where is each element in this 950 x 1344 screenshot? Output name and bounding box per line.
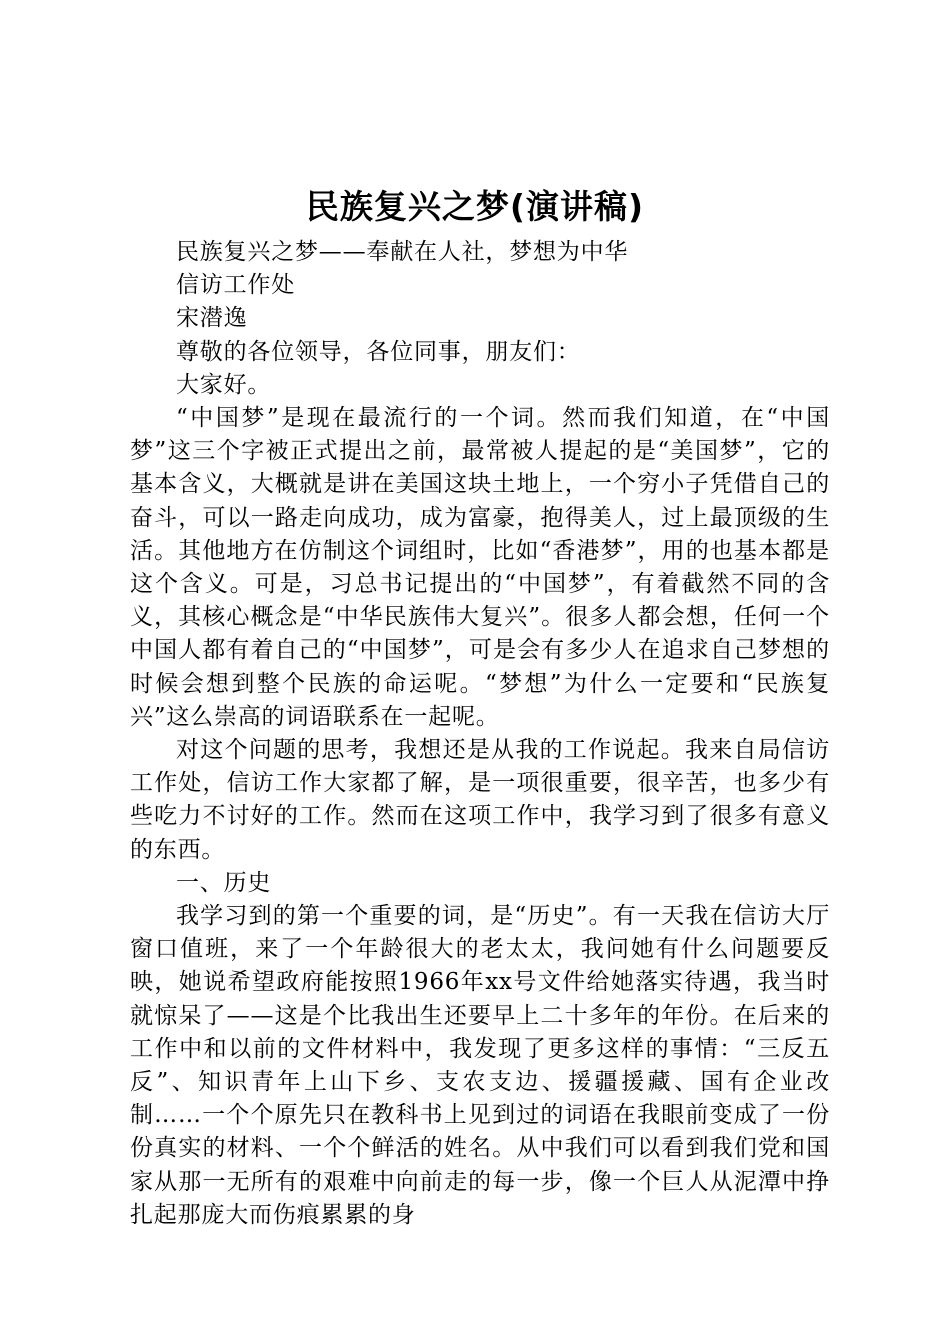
speech-subtitle: 民族复兴之梦——奉献在人社，梦想为中华 (176, 239, 629, 265)
document-body (130, 236, 830, 1232)
salutation: 尊敬的各位领导，各位同事，朋友们： (176, 338, 581, 365)
speaker-department: 信访工作处 (176, 272, 295, 299)
speaker-name: 宋潜逸 (176, 305, 248, 332)
body-paragraph: “中国梦”是现在最流行的一个词。然而我们知道，在“中国梦”这三个字被正式提出之前，最常被人提起的是“美国梦”，它的基本含义，大概就是讲在美国这块土地上，一个穷小子凭借自己的奋斗，可以一路走向成功，成为富豪，抱得美人，过上最顶级的生活。其他地方在仿制这个词组时，比如“香港梦”，用的也基本都是这个含义。可是，习总书记提出的“中国梦”，有着截然不同的含义，其核心概念是“中华民族伟大复兴”。很多人都会想，任何一个中国人都有着自己的“中国梦”，可是会有多少人在追求自己梦想的时候会想到整个民族的命运呢。“梦想”为什么一定要和“民族复兴”这么崇高的词语联系在一起呢。 (130, 405, 830, 730)
section-heading: 一、历史 (176, 869, 272, 896)
body-paragraph: 对这个问题的思考，我想还是从我的工作说起。我来自局信访工作处，信访工作大家都了解，是一项很重要，很辛苦，也多少有些吃力不讨好的工作。然而在这项工作中，我学习到了很多有意义的东西。 (130, 737, 830, 863)
document-title: 民族复兴之梦(演讲稿) (305, 187, 645, 226)
greeting: 大家好。 (176, 371, 272, 398)
body-paragraph: 我学习到的第一个重要的词，是“历史”。有一天我在信访大厅窗口值班，来了一个年龄很大的老太太，我问她有什么问题要反映，她说希望政府能按照1966年xx号文件给她落实待遇，我当时就惊呆了——这是个比我出生还要早上二十多年的年份。在后来的工作中和以前的文件材料中，我发现了更多这样的事情：“三反五反”、知识青年上山下乡、支农支边、援疆援藏、国有企业改制……一个个原先只在教科书上见到过的词语在我眼前变成了一份份真实的材料、一个个鲜活的姓名。从中我们可以看到我们党和国家从那一无所有的艰难中向前走的每一步，像一个巨人从泥潭中挣扎起那庞大而伤痕累累的身 (130, 903, 830, 1228)
